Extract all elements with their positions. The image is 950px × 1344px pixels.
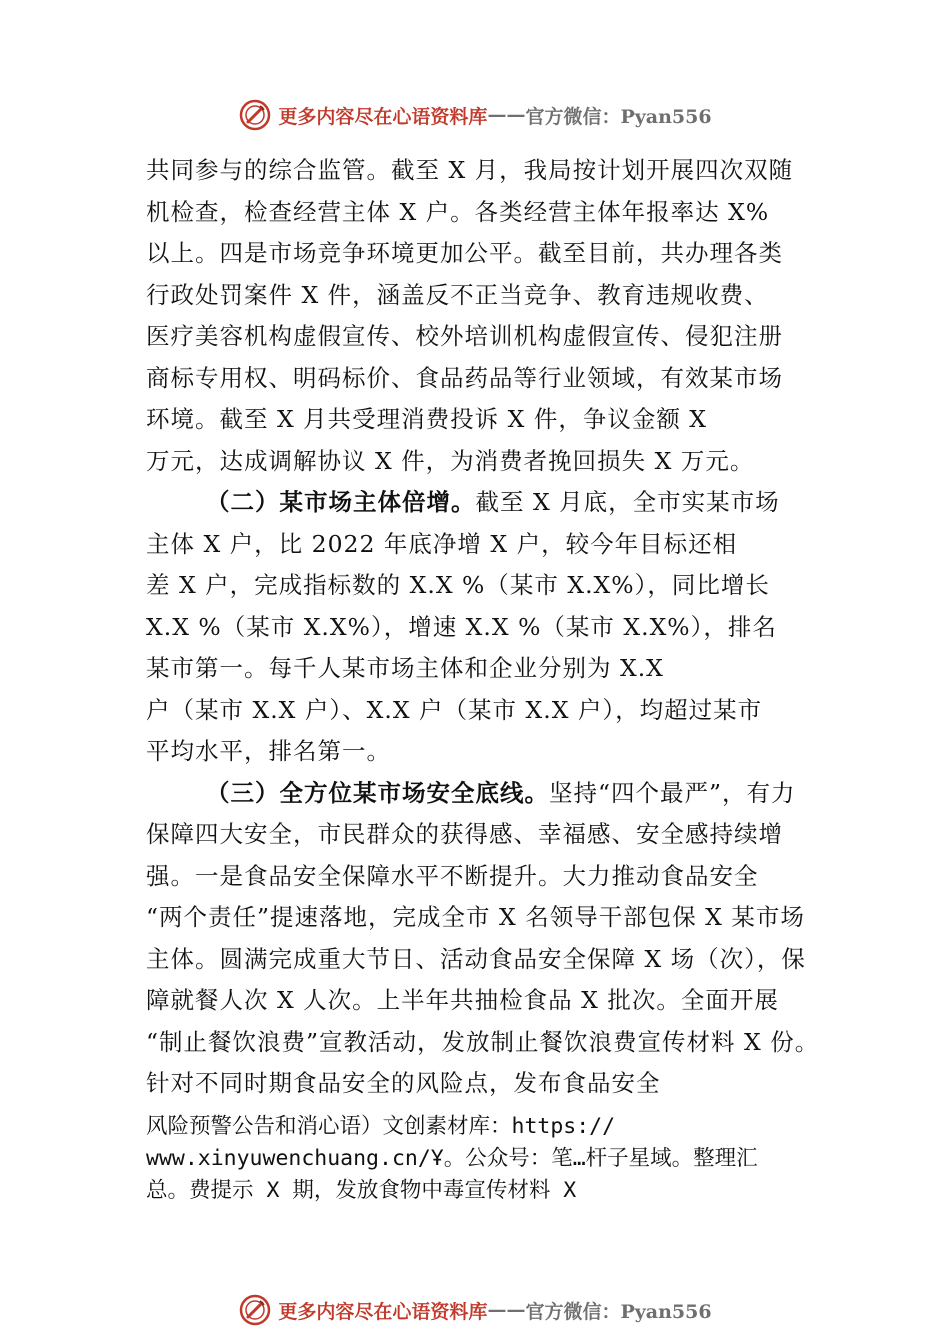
text-line: 商标专用权、明码标价、食品药品等行业领域，有效某市场 <box>146 363 783 392</box>
seal-logo-icon <box>238 98 272 132</box>
text-line: 针对不同时期食品安全的风险点，发布食品安全 <box>146 1069 661 1097</box>
text-line: 以上。四是市场竞争环境更加公平。截至目前，共办理各类 <box>146 239 783 267</box>
header-banner <box>0 95 950 135</box>
text-line: 户（某市 X.X 户）、X.X 户（某市 X.X 户），均超过某市 <box>146 695 763 724</box>
text-line: www.xinyuwenchuang.cn/Ұ。公众号：笔…杆子星域。整理汇 <box>146 1145 758 1171</box>
banner-contact: 官方微信：Pyan556 <box>525 1300 712 1323</box>
text-line: 主体。圆满完成重大节日、活动食品安全保障 X 场（次），保 <box>146 944 806 973</box>
section-2-heading-line <box>146 482 836 524</box>
section-3-heading: （三）全方位某市场安全底线。 <box>206 778 549 807</box>
text-line: X.X %（某市 X.X%），增速 X.X %（某市 X.X%），排名 <box>146 612 777 641</box>
tail-block <box>146 1111 836 1207</box>
banner-dash: —— <box>487 1299 526 1321</box>
text-line: 机检查，检查经营主体 X 户。各类经营主体年报率达 X% <box>146 197 770 226</box>
banner-brand: 更多内容尽在心语资料库 <box>278 1300 488 1323</box>
document-body <box>146 150 836 1207</box>
section-2-heading: （二）某市场主体倍增。 <box>206 488 476 516</box>
text-line: 共同参与的综合监管。截至 X 月，我局按计划开展四次双随 <box>146 156 794 184</box>
text-line: 行政处罚案件 X 件，涵盖反不正当竞争、教育违规收费、 <box>146 280 769 309</box>
text-line: “制止餐饮浪费”宣教活动，发放制止餐饮浪费宣传材料 X 份。 <box>146 1027 820 1056</box>
text-line: 差 X 户，完成指标数的 X.X %（某市 X.X%），同比增长 <box>146 571 770 599</box>
banner-contact: 官方微信：Pyan556 <box>525 105 712 128</box>
text-line: 万元，达成调解协议 X 件，为消费者挽回损失 X 万元。 <box>146 446 755 475</box>
banner-dash: —— <box>487 104 526 126</box>
text-line: 总。费提示 X 期，发放食物中毒宣传材料 X <box>146 1177 577 1203</box>
section-3-heading-line <box>146 773 836 815</box>
text-line: 风险预警公告和消心语）文创素材库：https:// <box>146 1113 616 1139</box>
text-line: “两个责任”提速落地，完成全市 X 名领导干部包保 X 某市场 <box>146 903 805 931</box>
banner-brand: 更多内容尽在心语资料库 <box>278 105 488 128</box>
text-line: 医疗美容机构虚假宣传、校外培训机构虚假宣传、侵犯注册 <box>146 322 783 350</box>
section-3-heading-rest: 坚持“四个最严”，有力 <box>549 778 796 807</box>
text-line: 环境。截至 X 月共受理消费投诉 X 件，争议金额 X <box>146 405 708 433</box>
section-2-heading-rest: 截至 X 月底，全市实某市场 <box>475 488 780 516</box>
text-line: 保障四大安全，市民群众的获得感、幸福感、安全感持续增 <box>146 820 783 848</box>
text-line: 平均水平，排名第一。 <box>146 737 391 765</box>
seal-logo-icon <box>238 1293 272 1327</box>
text-line: 主体 X 户，比 2022 年底净增 X 户，较今年目标还相 <box>146 529 738 558</box>
footer-banner <box>0 1290 950 1330</box>
text-line: 障就餐人次 X 人次。上半年共抽检食品 X 批次。全面开展 <box>146 986 779 1014</box>
text-line: 某市第一。每千人某市场主体和企业分别为 X.X <box>146 654 664 682</box>
text-line: 强。一是食品安全保障水平不断提升。大力推动食品安全 <box>146 861 759 890</box>
